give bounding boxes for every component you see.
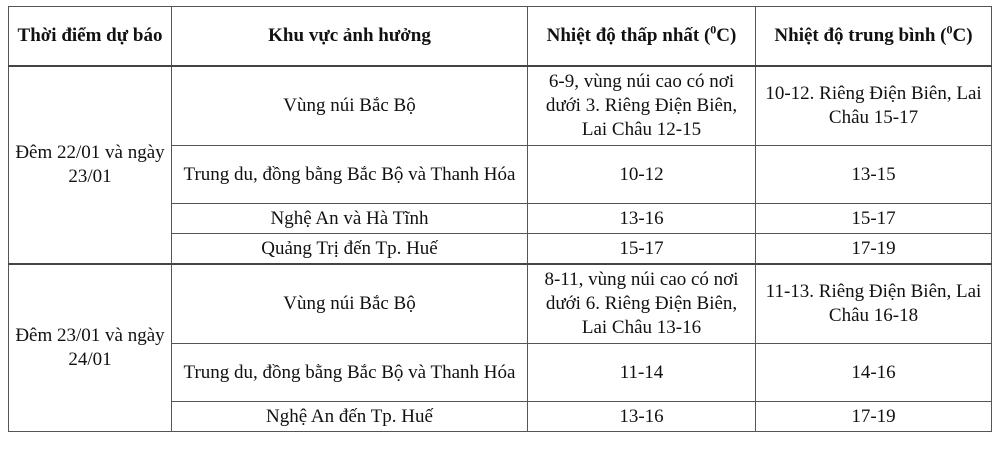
avg-temp-cell: 10-12. Riêng Điện Biên, Lai Châu 15-17 [756, 66, 992, 146]
region-cell: Quảng Trị đến Tp. Huế [172, 234, 528, 265]
header-min-temp: Nhiệt độ thấp nhất ($^0$C) [528, 7, 756, 67]
min-temp-cell: 13-16 [528, 204, 756, 234]
header-row [9, 7, 992, 67]
avg-temp-cell: 17-19 [756, 234, 992, 265]
min-temp-cell: 8-11, vùng núi cao có nơi dưới 6. Riêng Điện Biên, Lai Châu 13-16 [528, 264, 756, 344]
min-temp-cell: 10-12 [528, 146, 756, 204]
forecast-time-cell: Đêm 22/01 và ngày 23/01 [9, 66, 172, 264]
header-region: Khu vực ảnh hưởng [172, 7, 528, 67]
forecast-table [8, 6, 992, 432]
min-temp-cell: 6-9, vùng núi cao có nơi dưới 3. Riêng Điện Biên, Lai Châu 12-15 [528, 66, 756, 146]
avg-temp-cell: 15-17 [756, 204, 992, 234]
forecast-time-cell: Đêm 23/01 và ngày 24/01 [9, 264, 172, 432]
region-cell: Nghệ An đến Tp. Huế [172, 402, 528, 432]
min-temp-cell: 11-14 [528, 344, 756, 402]
region-cell: Trung du, đồng bằng Bắc Bộ và Thanh Hóa [172, 146, 528, 204]
table-row [9, 264, 992, 344]
region-cell: Trung du, đồng bằng Bắc Bộ và Thanh Hóa [172, 344, 528, 402]
avg-temp-cell: 14-16 [756, 344, 992, 402]
header-avg-temp: Nhiệt độ trung bình ($^0$C) [756, 7, 992, 67]
avg-temp-cell: 17-19 [756, 402, 992, 432]
region-cell: Vùng núi Bắc Bộ [172, 66, 528, 146]
region-cell: Nghệ An và Hà Tĩnh [172, 204, 528, 234]
avg-temp-cell: 11-13. Riêng Điện Biên, Lai Châu 16-18 [756, 264, 992, 344]
avg-temp-cell: 13-15 [756, 146, 992, 204]
header-time: Thời điểm dự báo [9, 7, 172, 67]
region-cell: Vùng núi Bắc Bộ [172, 264, 528, 344]
table-row [9, 66, 992, 146]
min-temp-cell: 15-17 [528, 234, 756, 265]
min-temp-cell: 13-16 [528, 402, 756, 432]
